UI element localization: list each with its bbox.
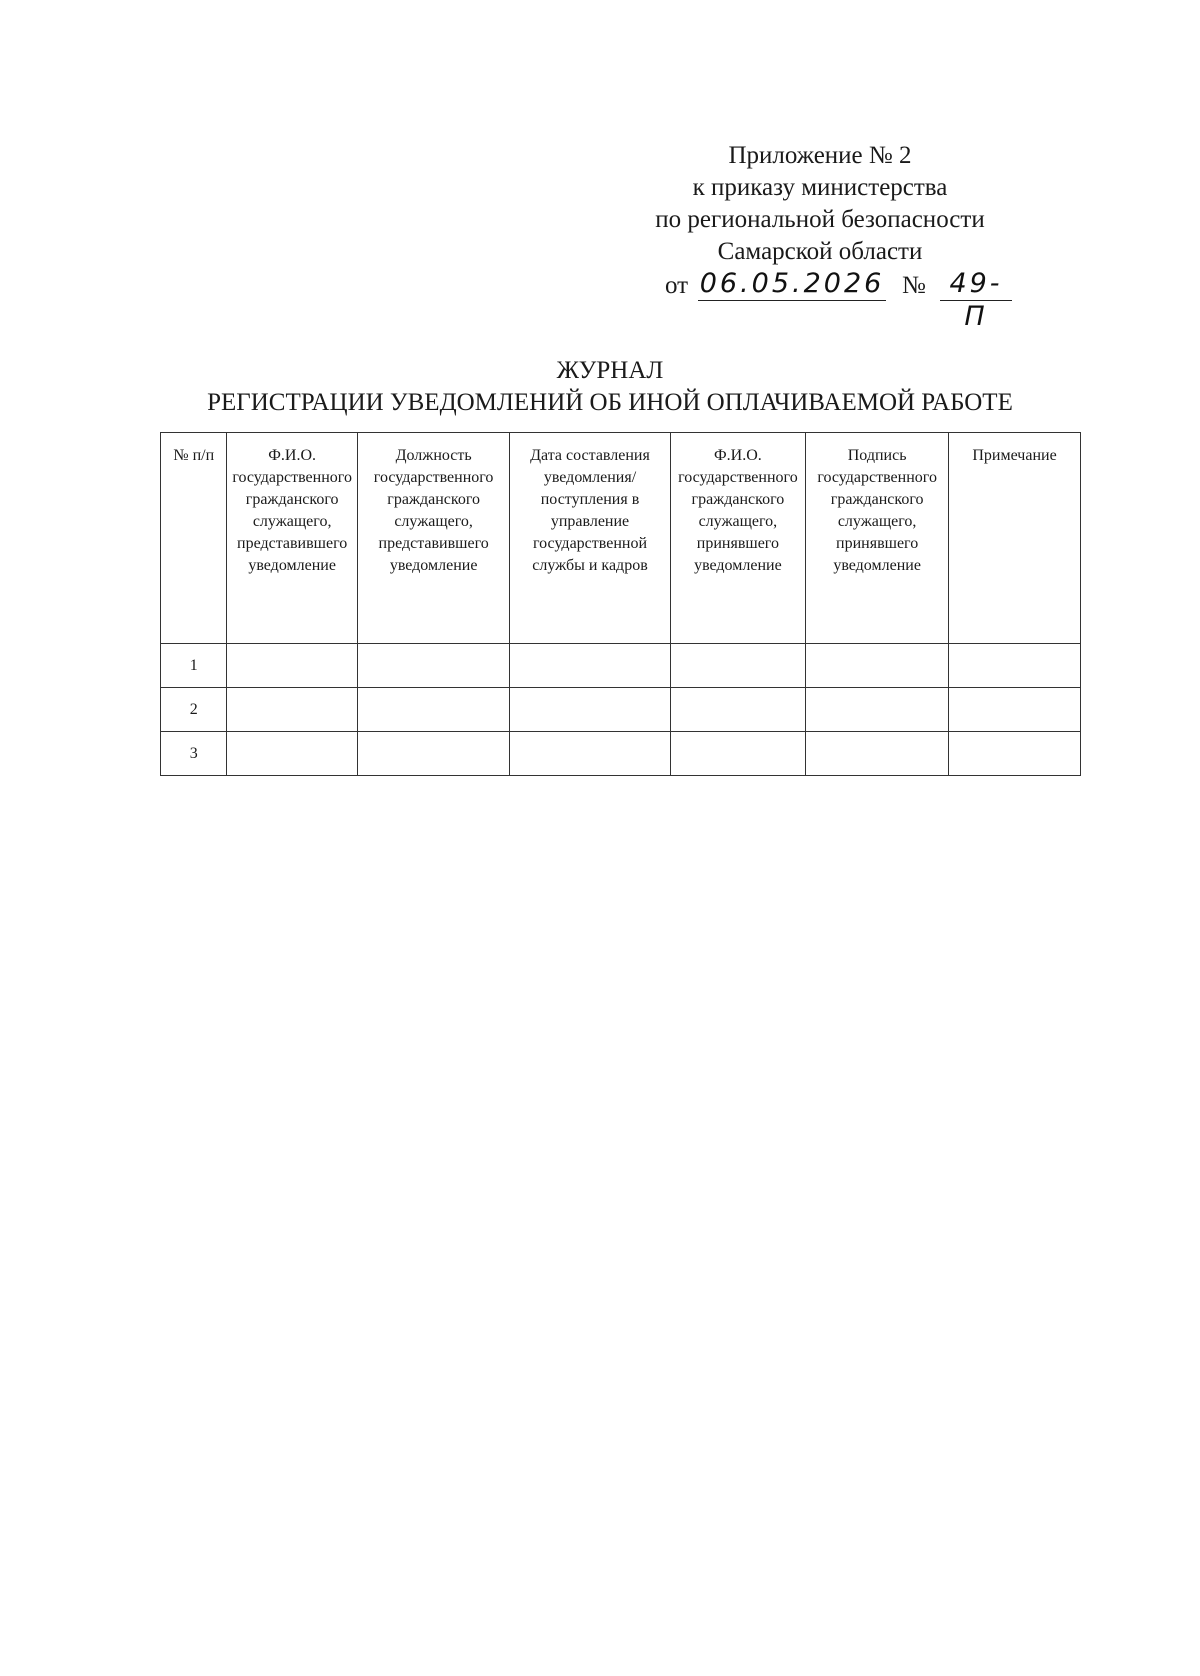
table-cell [510, 688, 670, 732]
registration-table [160, 432, 1081, 776]
header-cell-date: Дата составления уведомления/поступления в управление государственной службы и кадров [510, 433, 670, 644]
table-cell [357, 688, 510, 732]
table-cell-number: 2 [161, 688, 227, 732]
table-row [161, 644, 1081, 688]
table-cell [806, 688, 949, 732]
order-date-number-line [620, 268, 1020, 332]
order-number-field [940, 268, 1012, 332]
table-cell [357, 732, 510, 776]
order-date-handwritten: 06.05.2026 [699, 268, 885, 299]
header-cell-submitter-name: Ф.И.О. государственного гражданского служащего, представившего уведомление [227, 433, 357, 644]
appendix-ministry: по региональной безопасности [655, 206, 985, 233]
appendix-block [620, 140, 1020, 332]
from-label: от [665, 272, 689, 299]
header-cell-receiver-signature: Подпись государственного гражданского служащего, принявшего уведомление [806, 433, 949, 644]
header-cell-submitter-position: Должность государственного гражданского служащего, представившего уведомление [357, 433, 510, 644]
table-cell [510, 644, 670, 688]
appendix-title: Приложение № 2 [728, 142, 912, 169]
table-cell [949, 688, 1081, 732]
table-cell [806, 644, 949, 688]
journal-title [160, 355, 1060, 419]
table-cell [510, 732, 670, 776]
table-cell [949, 732, 1081, 776]
table-cell [357, 644, 510, 688]
header-cell-number: № п/п [161, 433, 227, 644]
number-label: № [902, 272, 926, 299]
order-number-handwritten: 49-П [949, 268, 1003, 332]
table-cell [227, 644, 357, 688]
table-cell [670, 732, 806, 776]
journal-title-line2: РЕГИСТРАЦИИ УВЕДОМЛЕНИЙ ОБ ИНОЙ ОПЛАЧИВАЕМОЙ РАБОТЕ [207, 389, 1013, 416]
table-cell [227, 688, 357, 732]
appendix-order-ref: к приказу министерства [692, 174, 948, 201]
journal-title-line1: ЖУРНАЛ [556, 357, 664, 384]
table-cell [670, 644, 806, 688]
table-cell [227, 732, 357, 776]
table-cell [670, 688, 806, 732]
table-cell [949, 644, 1081, 688]
header-cell-receiver-name: Ф.И.О. государственного гражданского служащего, принявшего уведомление [670, 433, 806, 644]
appendix-region: Самарской области [717, 238, 923, 265]
table-row [161, 688, 1081, 732]
table-row [161, 732, 1081, 776]
table-cell-number: 3 [161, 732, 227, 776]
order-date-field [698, 268, 886, 301]
table-header-row [161, 433, 1081, 644]
table-cell-number: 1 [161, 644, 227, 688]
table-cell [806, 732, 949, 776]
header-cell-note: Примечание [949, 433, 1081, 644]
